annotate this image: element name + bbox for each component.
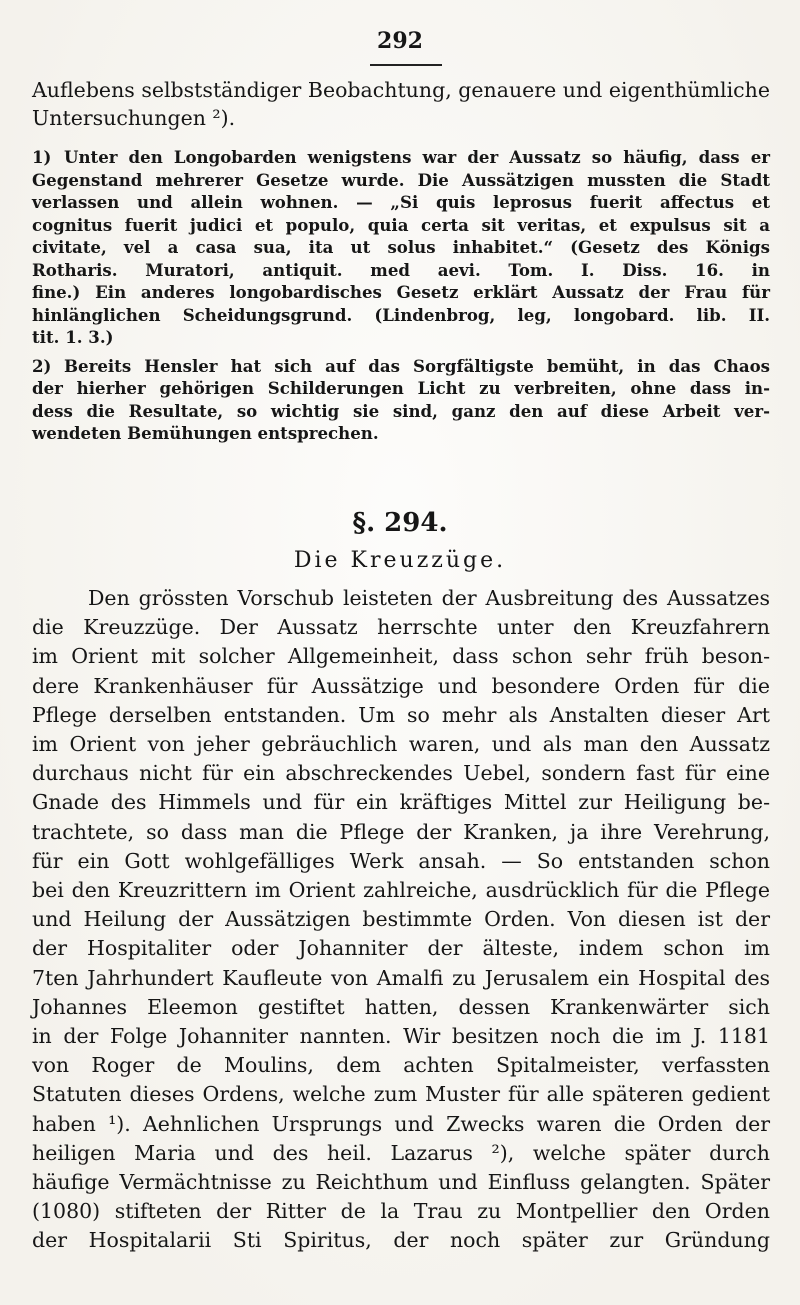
text-line: Den grössten Vorschub leisteten der Ausbreitung des Aussatzes <box>88 586 770 610</box>
footnote-line: Gegenstand mehrerer Gesetze wurde. Die Aussätzigen mussten die Stadt <box>32 169 770 190</box>
text-line: durchaus nicht für ein abschreckendes Uebel, sondern fast für eine <box>32 761 770 786</box>
text-line: haben ¹). Aehnlichen Ursprungs und Zwecks waren die Orden der <box>32 1111 770 1136</box>
footnote-line: wendeten Bemühungen entsprechen. <box>32 423 379 443</box>
text-line: heiligen Maria und des heil. Lazarus ²), welche später durch <box>32 1140 770 1165</box>
footnote-2 <box>32 355 770 445</box>
text-line: im Orient von jeher gebräuchlich waren, und als man den Aussatz <box>32 732 770 757</box>
footnote-line: Rotharis. Muratori, antiquit. med aevi. Tom. I. Diss. 16. in <box>32 259 770 280</box>
footnote-line: verlassen und allein wohnen. — „Si quis leprosus fuerit affectus et <box>32 192 770 212</box>
footnote-marker: 1) <box>32 147 52 167</box>
footnote-line: cognitus fuerit judici et populo, quia certa sit veritas, et expulsus sit a <box>32 214 770 235</box>
text-line: Statuten dieses Ordens, welche zum Muster für alle späteren gedient <box>32 1082 770 1107</box>
text-line: trachtete, so dass man die Pflege der Kranken, ja ihre Verehrung, <box>32 819 770 844</box>
text-line: in der Folge Johanniter nannten. Wir besitzen noch die im J. 1181 <box>32 1024 770 1049</box>
text-line: 7ten Jahrhundert Kaufleute von Amalfi zu Jerusalem ein Hospital des <box>32 965 770 990</box>
page-number: 292 <box>377 28 423 54</box>
footnote-line: Unter den Longobarden wenigstens war der Aussatz so häufig, dass er <box>64 147 770 167</box>
text-line: Auflebens selbstständiger Beobachtung, genauere und eigenthümliche <box>32 78 770 102</box>
footnote-line: der hierher gehörigen Schilderungen Licht zu verbreiten, ohne dass in- <box>32 378 770 398</box>
footnote-1 <box>32 146 770 349</box>
intro-paragraph <box>32 76 770 132</box>
footnotes <box>32 146 770 445</box>
footnote-marker: 2) <box>32 355 52 376</box>
text-line: Untersuchungen ²). <box>32 106 236 130</box>
footnote-line: hinlänglichen Scheidungsgrund. (Lindenbrog, leg, longobard. lib. II. <box>32 304 770 325</box>
footnote-line: civitate, vel a casa sua, ita ut solus inhabitet.“ (Gesetz des Königs <box>32 237 770 257</box>
text-line: für ein Gott wohlgefälliges Werk ansah. — So entstanden schon <box>32 848 770 873</box>
text-line: Pflege derselben entstanden. Um so mehr als Anstalten dieser Art <box>32 702 770 727</box>
text-line: von Roger de Moulins, dem achten Spitalmeister, verfassten <box>32 1053 770 1078</box>
section-number: §. 294. <box>352 508 448 538</box>
text-line: dere Krankenhäuser für Aussätzige und besondere Orden für die <box>32 673 770 698</box>
page-number-rule <box>370 64 442 66</box>
text-line: Gnade des Himmels und für ein kräftiges Mittel zur Heiligung be- <box>32 790 770 815</box>
footnote-line: dess die Resultate, so wichtig sie sind, ganz den auf diese Arbeit ver- <box>32 400 770 421</box>
text-line: Johannes Eleemon gestiftet hatten, dessen Krankenwärter sich <box>32 994 770 1019</box>
text-line: und Heilung der Aussätzigen bestimmte Orden. Von diesen ist der <box>32 907 770 932</box>
text-line: (1080) stifteten der Ritter de la Trau zu Montpellier den Orden <box>32 1199 770 1224</box>
text-line: bei den Kreuzrittern im Orient zahlreiche, ausdrücklich für die Pflege <box>32 878 770 903</box>
text-line: im Orient mit solcher Allgemeinheit, dass schon sehr früh beson- <box>32 644 770 669</box>
footnote-line: tit. 1. 3.) <box>32 327 114 347</box>
section-title: Die Kreuzzüge. <box>293 548 507 573</box>
main-paragraph <box>32 584 770 1256</box>
text-line: der Hospitalarii Sti Spiritus, der noch später zur Gründung <box>32 1228 770 1253</box>
text-line: die Kreuzzüge. Der Aussatz herrschte unter den Kreuzfahrern <box>32 615 770 640</box>
text-line: der Hospitaliter oder Johanniter der älteste, indem schon im <box>32 936 770 961</box>
footnote-line: Bereits Hensler hat sich auf das Sorgfältigste bemüht, in das Chaos <box>64 355 770 376</box>
footnote-line: fine.) Ein anderes longobardisches Gesetz erklärt Aussatz der Frau für <box>32 282 770 302</box>
text-line: häufige Vermächtnisse zu Reichthum und Einfluss gelangten. Später <box>32 1170 770 1195</box>
